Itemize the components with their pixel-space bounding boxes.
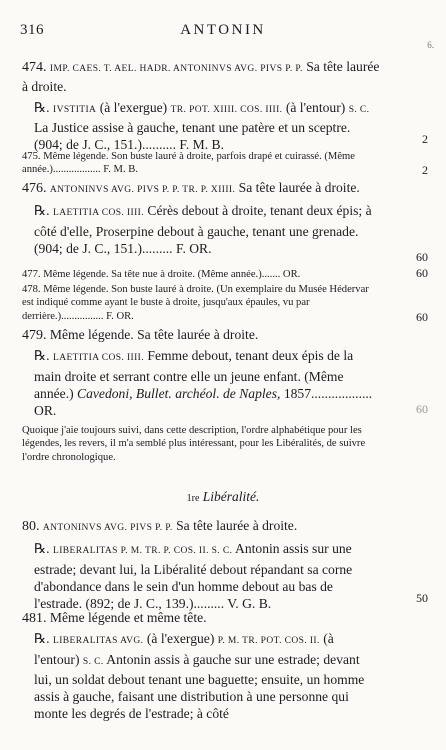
entry-478: 478. Même légende. Son buste lauré à droite. (Un exemplaire du Musée Hédervar est indiqué comme ayant le buste à droite, jusqu'aux épaules, vu par derrière.)................ F. OR. [22,284,369,322]
entry-480: 80. ANTONINVS AVG. PIVS P. P. Sa tête laurée à droite. ℞. LIBERALITAS P. M. TR. P. COS. II. S. C. Antonin assis sur une estrade; devant lui, la Libéralité debout répandant sa corne d'abondance dans le sein d'un homme debout au bas de l'estrade. (892; de J. C., 139.)......... V. G. B. [22,518,353,612]
rarity-475: 2 [422,163,428,177]
rarity-474: 2 [422,132,428,146]
price-479: 60 [416,402,428,416]
entry-477: 477. Même légende. Sa tête nue à droite. (Même année.)....... OR. [22,269,301,280]
corner-mark: 6. [427,40,434,50]
editor-note: Quoique j'aie toujours suivi, dans cette description, l'ordre alphabétique pour les légendes, les revers, il m'a semblé plus intéressant, pour les Libéralités, de suivre l'ordre chronologique. [22,425,366,463]
section-heading: 1re Libéralité. [186,489,260,504]
running-title: ANTONIN [180,22,266,38]
price-476: 60 [416,250,428,264]
price-477: 60 [416,266,428,280]
entry-479: 479. Même légende. Sa tête laurée à droite. ℞. LAETITIA COS. IIII. Femme debout, tenant deux épis de la main droite et serrant contre elle un jeune enfant. (Même année.) Cavedoni, Bullet. archéol. de Naples, 1857.................. OR. [22,327,373,419]
entry-481: 481. Même légende et même tête. ℞. LIBERALITAS AVG. (à l'exergue) P. M. TR. POT. COS. II. (à l'entour) S. C. Antonin assis à gauche sur une estrade; devant lui, un soldat debout tenant une baguette; ensuite, un homme assis à gauche, faisant une distribution à une personne qui monte les degrés de l'estrade; à côté [22,610,365,722]
running-header [20,22,434,50]
price-480: 50 [416,591,428,605]
entry-474: 474. IMP. CAES. T. AEL. HADR. ANTONINVS AVG. PIVS P. P. Sa tête laurée à droite. ℞. IVSTITIA (à l'exergue) TR. POT. XIIII. COS. IIII. (à l'entour) S. C. La Justice assise à gauche, tenant une patère et un sceptre. (904; de J. C., 151.).......... F. M. B. [22,59,380,153]
entry-475: 475. Même légende. Son buste lauré à droite, parfois drapé et cuirassé. (Même année.).................. F. M. B. [22,151,355,176]
page-number: 316 [20,22,44,38]
price-478: 60 [416,310,428,324]
entry-476: 476. ANTONINVS AVG. PIVS P. P. TR. P. XIIII. Sa tête laurée à droite. ℞. LAETITIA COS. IIII. Cérès debout à droite, tenant deux épis; à côté d'elle, Proserpine debout à gauche, tenant une grenade. (904; de J. C., 151.)......... F. OR. [22,180,372,256]
